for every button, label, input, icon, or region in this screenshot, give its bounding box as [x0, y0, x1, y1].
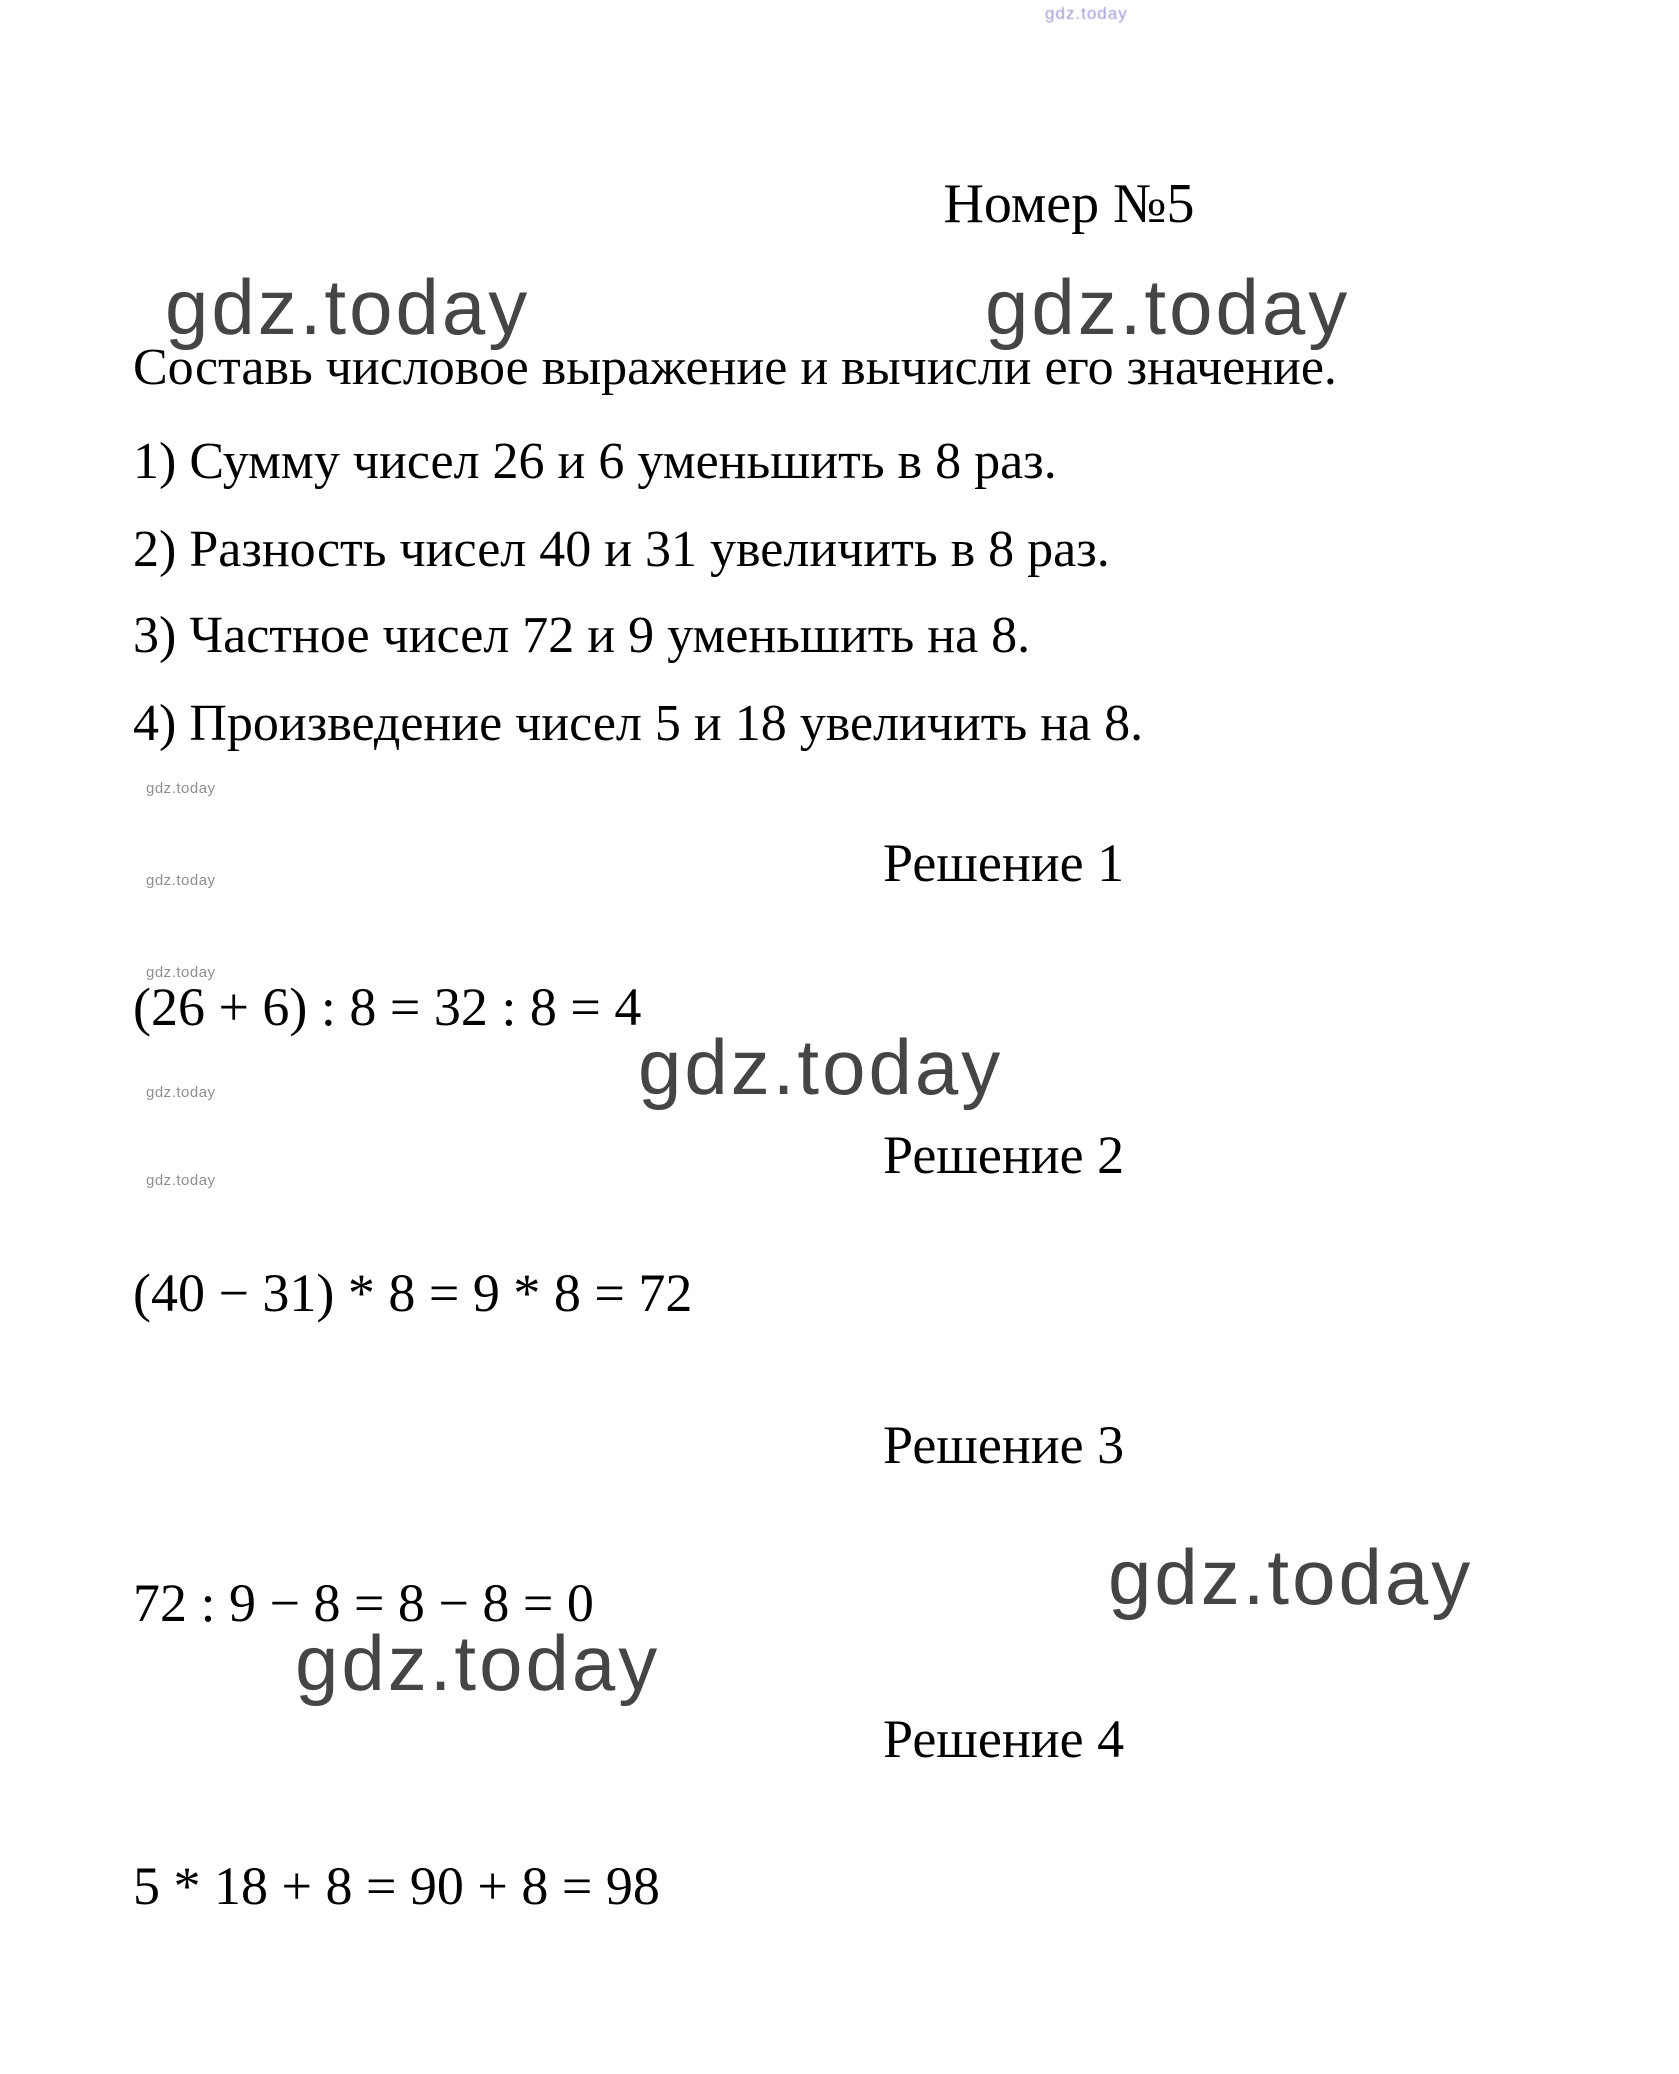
solution-expression: (26 + 6) : 8 = 32 : 8 = 4 — [133, 977, 642, 1037]
watermark: gdz.today — [295, 1619, 661, 1707]
watermark-small: gdz.today — [146, 780, 216, 797]
watermark-small: gdz.today — [146, 964, 216, 981]
watermark: gdz.today — [165, 263, 531, 351]
solution-expression: (40 − 31) * 8 = 9 * 8 = 72 — [133, 1263, 693, 1323]
solution-expression: 5 * 18 + 8 = 90 + 8 = 98 — [133, 1856, 660, 1916]
watermark-small: gdz.today — [146, 1172, 216, 1189]
solution-heading: Решение 3 — [883, 1415, 1125, 1475]
solution-expression: 72 : 9 − 8 = 8 − 8 = 0 — [133, 1573, 594, 1633]
solution-heading: Решение 2 — [883, 1125, 1125, 1185]
task-item: 4) Произведение чисел 5 и 18 увеличить на 8. — [133, 695, 1144, 752]
watermark: gdz.today — [1108, 1533, 1474, 1621]
watermark-top: gdz.today — [1045, 4, 1128, 23]
watermark: gdz.today — [638, 1023, 1004, 1111]
watermark-small: gdz.today — [146, 872, 216, 889]
watermark-small: gdz.today — [146, 1084, 216, 1101]
watermark: gdz.today — [985, 263, 1351, 351]
intro-text: Составь числовое выражение и вычисли его значение. — [133, 339, 1337, 396]
solution-heading: Решение 1 — [883, 833, 1125, 893]
page-title: Номер №5 — [943, 173, 1195, 235]
task-item: 3) Частное чисел 72 и 9 уменьшить на 8. — [133, 607, 1031, 664]
task-item: 2) Разность чисел 40 и 31 увеличить в 8 раз. — [133, 521, 1110, 578]
solution-heading: Решение 4 — [883, 1709, 1125, 1769]
task-item: 1) Сумму чисел 26 и 6 уменьшить в 8 раз. — [133, 433, 1057, 490]
